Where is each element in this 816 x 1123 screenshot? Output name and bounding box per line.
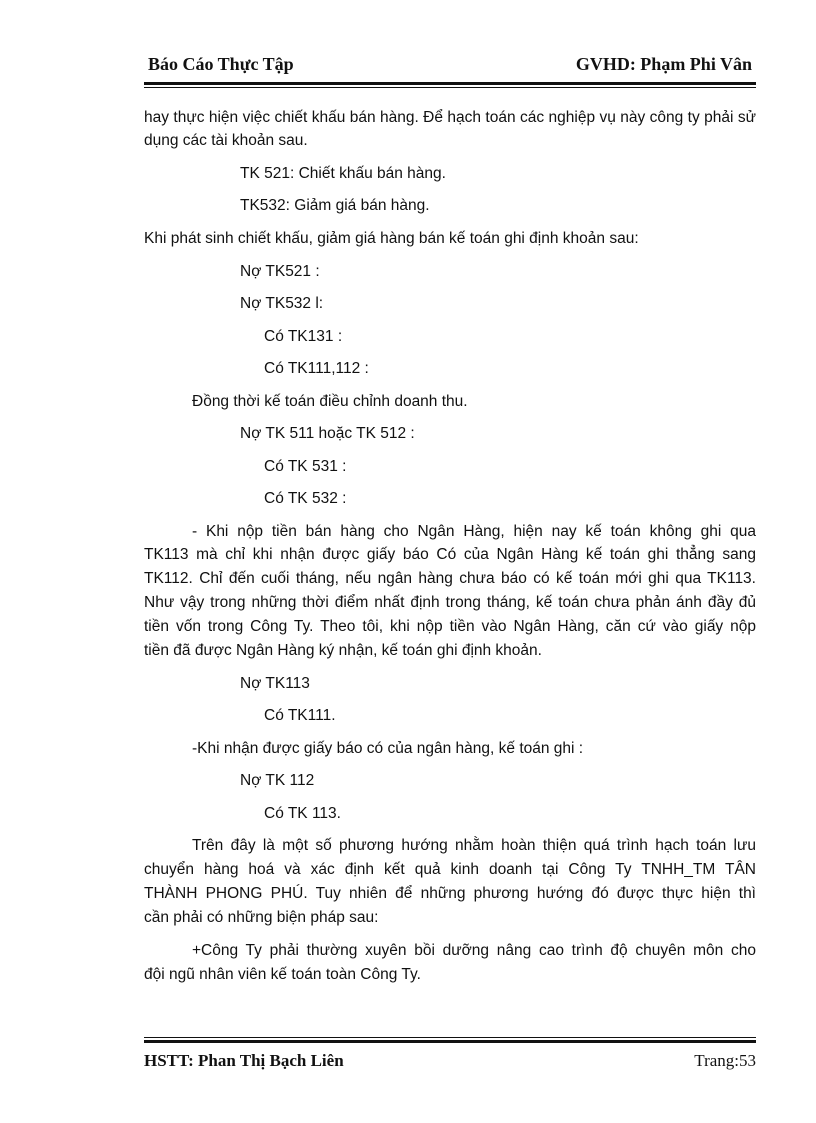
body-line: THÀNH PHONG PHÚ. Tuy nhiên để những phương hướng đó được thực hiện thì xyxy=(144,885,756,902)
header-advisor: GVHD: Phạm Phi Vân xyxy=(575,54,752,74)
body-line: Nợ TK113 xyxy=(240,675,310,692)
header-rule-thin xyxy=(144,87,756,88)
page-header xyxy=(144,54,756,80)
body-line: -Khi nhận được giấy báo có của ngân hàng, kế toán ghi : xyxy=(192,740,584,757)
body-line: Nợ TK 112 xyxy=(240,772,315,789)
body-line: Có TK 531 : xyxy=(264,458,347,475)
body-line: tiền vốn trong Công Ty. Theo tôi, khi nộp tiền vào Ngân Hàng, căn cứ vào giấy nộp xyxy=(144,618,756,635)
footer-student: HSTT: Phan Thị Bạch Liên xyxy=(144,1051,344,1070)
body-line: Có TK 113. xyxy=(264,805,341,822)
header-rule-thick xyxy=(144,82,756,85)
body-line: tiền đã được Ngân Hàng ký nhận, kế toán ghi định khoản. xyxy=(144,642,542,659)
body-line: TK113 mà chỉ khi nhận được giấy báo Có của Ngân Hàng kế toán ghi thẳng sang xyxy=(144,546,756,563)
body-line: Có TK111,112 : xyxy=(264,360,369,377)
body-line: TK 521: Chiết khấu bán hàng. xyxy=(240,165,446,182)
footer-rule-thick xyxy=(144,1040,756,1043)
body-line: chuyển hàng hoá và xác định kết quả kinh doanh tại Công Ty TNHH_TM TÂN xyxy=(144,861,756,878)
page-footer xyxy=(144,1051,756,1075)
body-line: đội ngũ nhân viên kế toán toàn Công Ty. xyxy=(144,966,421,983)
body-line: Có TK111. xyxy=(264,707,336,724)
body-line: Đồng thời kế toán điều chỉnh doanh thu. xyxy=(192,393,468,410)
page-number: Trang:53 xyxy=(694,1051,756,1070)
body-line: Nợ TK521 : xyxy=(240,263,320,280)
body-line: hay thực hiện việc chiết khấu bán hàng. Để hạch toán các nghiệp vụ này công ty phải sử xyxy=(144,109,756,126)
body-line: TK112. Chỉ đến cuối tháng, nếu ngân hàng chưa báo có kế toán mới ghi qua TK113. xyxy=(144,570,756,587)
body-line: Có TK 532 : xyxy=(264,490,347,507)
body-line: Khi phát sinh chiết khấu, giảm giá hàng bán kế toán ghi định khoản sau: xyxy=(144,230,639,247)
body-line: - Khi nộp tiền bán hàng cho Ngân Hàng, hiện nay kế toán không ghi qua xyxy=(192,523,756,540)
body-line: Nợ TK 511 hoặc TK 512 : xyxy=(240,425,415,442)
body-line: Có TK131 : xyxy=(264,328,343,345)
header-report-title: Báo Cáo Thực Tập xyxy=(148,54,294,74)
body-line: cần phải có những biện pháp sau: xyxy=(144,909,379,926)
body-line: +Công Ty phải thường xuyên bồi dưỡng nâng cao trình độ chuyên môn cho xyxy=(192,942,756,959)
footer-rule-thin xyxy=(144,1037,756,1038)
body-line: dụng các tài khoản sau. xyxy=(144,132,308,149)
body-line: Trên đây là một số phương hướng nhằm hoàn thiện quá trình hạch toán lưu xyxy=(192,837,756,854)
body-line: Như vậy trong những thời điểm nhất định trong tháng, kế toán chưa phản ánh đầy đủ xyxy=(144,594,756,611)
body-line: Nợ TK532 l: xyxy=(240,295,324,312)
body-line: TK532: Giảm giá bán hàng. xyxy=(240,197,430,214)
